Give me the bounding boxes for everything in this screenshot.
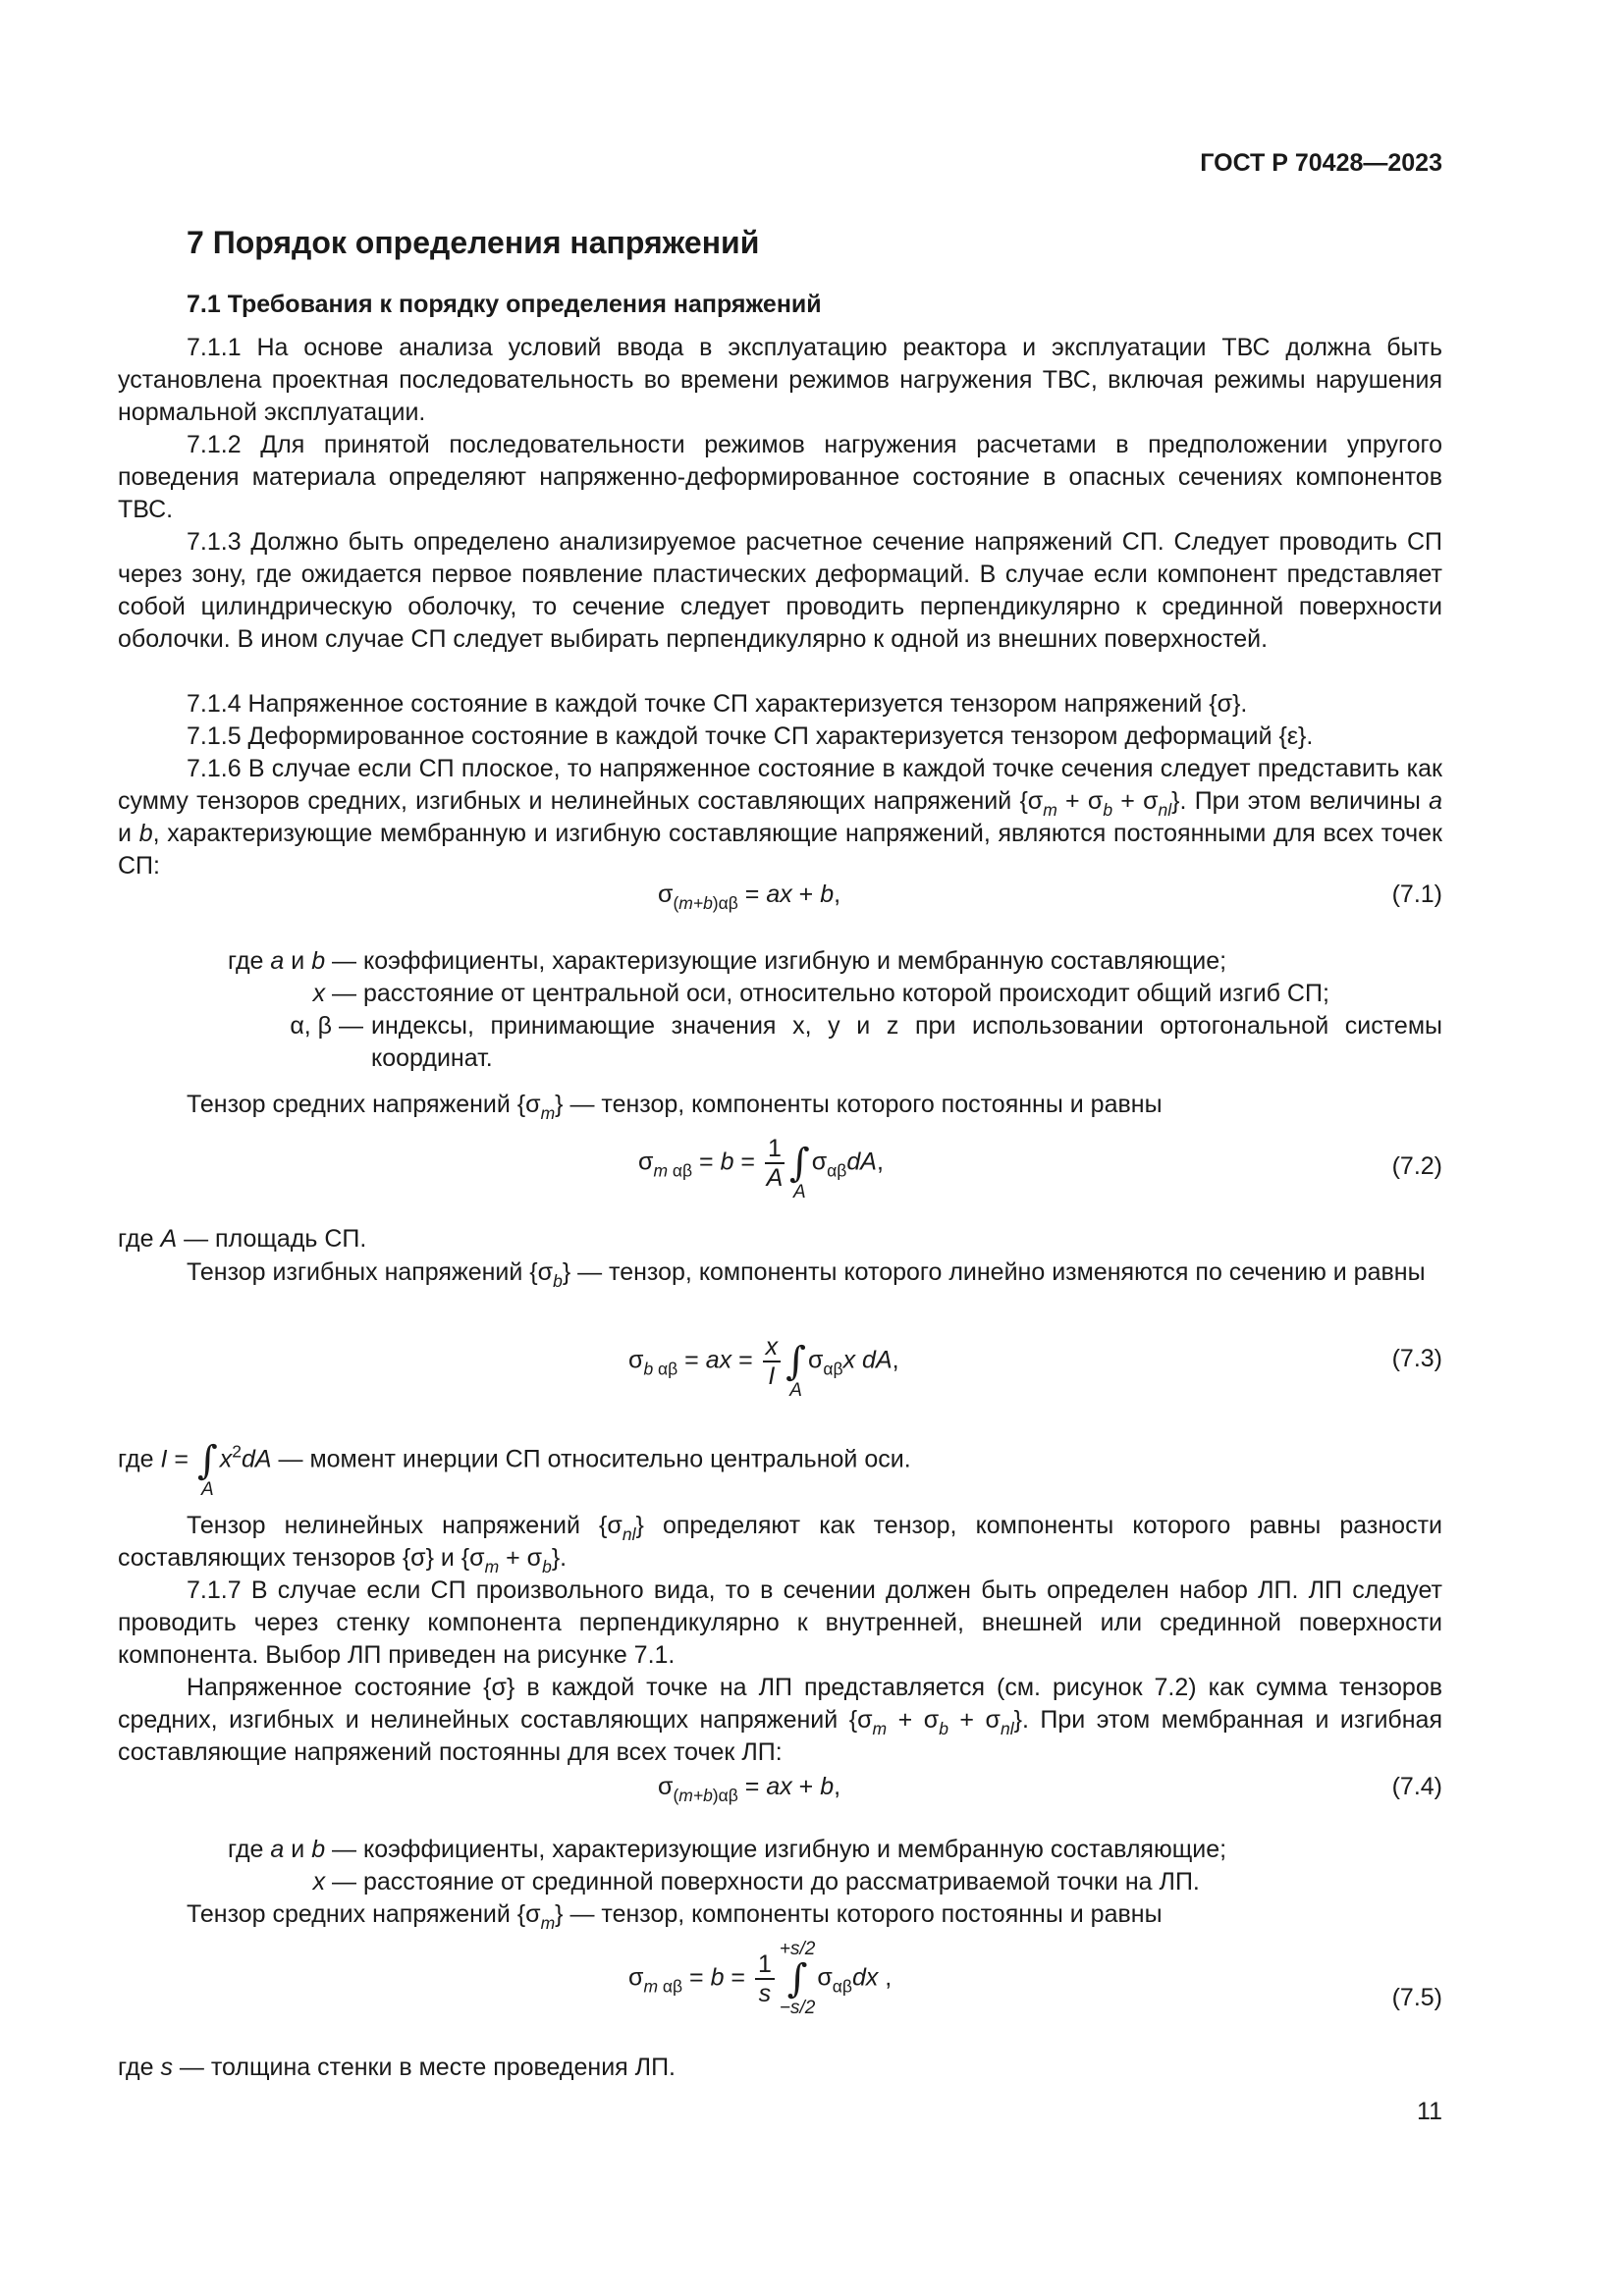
- equation-number-7-2: (7.2): [1391, 1152, 1442, 1180]
- paragraph-mean-stress: Тензор средних напряжений $\{\sigma_m\}$ — тензор, компоненты которого постоянны и равны: [187, 1091, 1163, 1123]
- definition-thickness: где s — толщина стенки в месте проведения ЛП.: [118, 2054, 676, 2081]
- paragraph-7-1-5: 7.1.5 Деформированное состояние в каждой точке СП характеризуется тензором деформаций {ε}.: [187, 722, 1314, 750]
- definition-area: где A — площадь СП.: [118, 1225, 367, 1253]
- formula-7-1: $\sigma_{(m+b)\alpha\beta}$ = ax + b,: [658, 881, 841, 913]
- paragraph-mean-stress-2: Тензор средних напряжений $\{\sigma_m\}$ — тензор, компоненты которого постоянны и равны: [187, 1900, 1163, 1933]
- paragraph-7-1-1: 7.1.1 На основе анализа условий ввода в эксплуатацию реактора и эксплуатации ТВС должна быть установлена проектная последовательность во времени режимов нагружения ТВС, включая режимы нарушения нормальной эксплуатации.: [118, 334, 1442, 426]
- paragraph-7-1-6: 7.1.6 В случае если СП плоское, то напряженное состояние в каждой точке сечения следует представить как сумму тензоров средних, изгибных и нелинейных составляющих напряжений $\{\sigma_m + \sigma_b + \sigma_{nl}\}$. При этом величины a и b, характеризующие мембранную и изгибную составляющие напряжений, являются постоянными для всех точек СП:: [118, 755, 1442, 880]
- paragraph-nonlinear-stress: Тензор нелинейных напряжений $\{\sigma_{nl}\}$ определяют как тензор, компоненты которого равны разности составляющих тензоров {σ} и $\{\sigma_m + \sigma_b\}$.: [118, 1512, 1442, 1576]
- definition-moment-of-inertia: где I = ∫ A $x^2dA$ — момент инерции СП относительно центральной оси.: [118, 1438, 911, 1500]
- definition-item: α, β — индексы, принимающие значения x, y и z при использовании ортогональной системы координат.: [290, 1012, 1442, 1072]
- page-number: 11: [1417, 2098, 1442, 2125]
- definition-item: где a и b — коэффициенты, характеризующие изгибную и мембранную составляющие;: [227, 947, 1227, 975]
- subsection-title: 7.1 Требования к порядку определения напряжений: [187, 291, 822, 318]
- definition-item: x — расстояние от центральной оси, относительно которой происходит общий изгиб СП;: [312, 980, 1329, 1007]
- formula-7-4: $\sigma_{(m+b)\alpha\beta}$ = ax + b,: [658, 1773, 841, 1805]
- paragraph-7-1-4: 7.1.4 Напряженное состояние в каждой точке СП характеризуется тензором напряжений {σ}.: [187, 690, 1248, 718]
- document-code: ГОСТ Р 70428—2023: [1200, 149, 1442, 177]
- definition-item: x — расстояние от срединной поверхности до рассматриваемой точки на ЛП.: [312, 1868, 1200, 1896]
- formula-7-3: $\sigma_{b \alpha\beta}$ = ax = $\frac{x}{I}$ ∫ A $\sigma_{\alpha\beta}x$ dA,: [628, 1333, 899, 1401]
- definitions-list-2: [118, 1834, 1442, 1898]
- section-title: 7 Порядок определения напряжений: [187, 225, 760, 260]
- paragraph-bending-stress: Тензор изгибных напряжений $\{\sigma_b\}$ — тензор, компоненты которого линейно изменяются по сечению и равны: [187, 1258, 1426, 1291]
- paragraph-7-1-7: 7.1.7 В случае если СП произвольного вида, то в сечении должен быть определен набор ЛП. ЛП следует проводить через стенку компонента перпендикулярно к внутренней, внешней или срединной поверхности компонента. Выбор ЛП приведен на рисунке 7.1.: [118, 1576, 1442, 1669]
- paragraph-7-1-3: 7.1.3 Должно быть определено анализируемое расчетное сечение напряжений СП. Следует проводить СП через зону, где ожидается первое появление пластических деформаций. В случае если компонент представляет собой цилиндрическую оболочку, то сечение следует проводить перпендикулярно к срединной поверхности оболочки. В ином случае СП следует выбирать перпендикулярно к одной из внешних поверхностей.: [118, 528, 1442, 653]
- equation-number-7-3: (7.3): [1391, 1345, 1442, 1372]
- paragraph-stress-state: Напряженное состояние {σ} в каждой точке на ЛП представляется (см. рисунок 7.2) как сумма тензоров средних, изгибных и нелинейных составляющих напряжений $\{\sigma_m + \sigma_b + \sigma_{nl}\}$. При этом мембранная и изгибная составляющие напряжений постоянны для всех точек ЛП:: [118, 1674, 1443, 1766]
- formula-7-2: $\sigma_{m \alpha\beta} = b$ = $\frac{1}{A}$ ∫ A $\sigma_{\alpha\beta}dA$,: [638, 1135, 884, 1202]
- equation-number-7-4: (7.4): [1391, 1773, 1442, 1800]
- equation-number-7-5: (7.5): [1391, 1984, 1442, 2011]
- definition-item: где a и b — коэффициенты, характеризующие изгибную и мембранную составляющие;: [227, 1836, 1227, 1863]
- definitions-list-1: [118, 945, 1442, 1075]
- equation-number-7-1: (7.1): [1391, 881, 1442, 908]
- paragraph-7-1-2: 7.1.2 Для принятой последовательности режимов нагружения расчетами в предположении упругого поведения материала определяют напряженно-деформированное состояние в опасных сечениях компонентов ТВС.: [118, 431, 1442, 523]
- formula-7-5: $\sigma_{m \alpha\beta} = b$ = $\frac{1}{s}$ +s/2 ∫ −s/2 $\sigma_{\alpha\beta}dx$ ,: [628, 1939, 893, 2018]
